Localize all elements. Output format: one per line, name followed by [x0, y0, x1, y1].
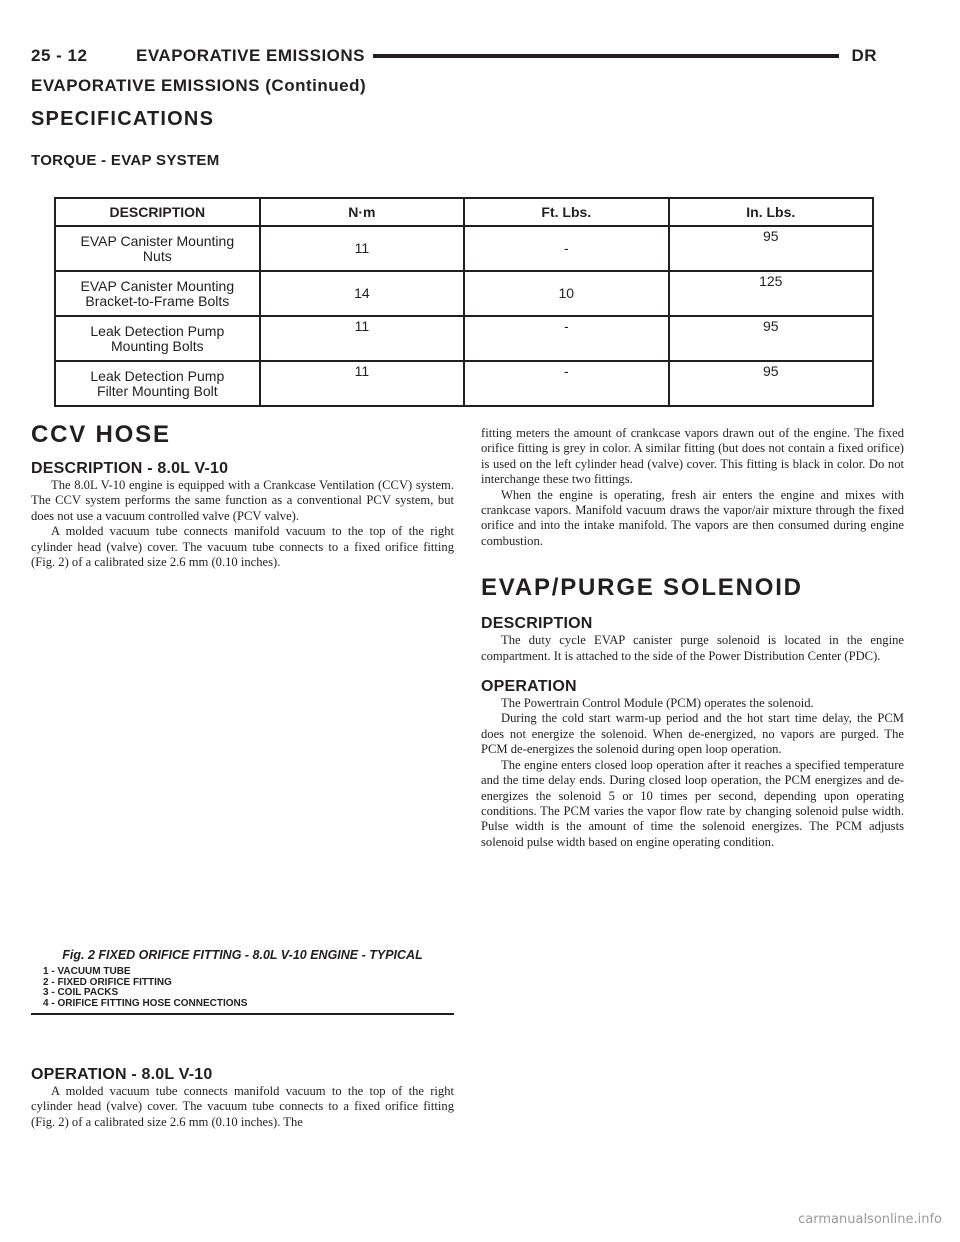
cell-in-lbs: 95: [669, 361, 873, 406]
solenoid-operation-heading: OPERATION: [481, 678, 577, 696]
page-number: 25 - 12: [31, 46, 88, 65]
watermark: carmanualsonline.info: [798, 1212, 942, 1227]
description-line-1: Leak Detection Pump: [90, 367, 225, 384]
ccv-operation-continued: fitting meters the amount of crankcase vapors drawn out of the engine. The fixed orifice fitting is grey in color. A similar fitting (but does not contain a fixed orifice) is used on the left cylinder head (valve) cover. This fitting is black in color. Do not interchange these two fittings.: [481, 426, 904, 487]
figure-2: [31, 948, 454, 1015]
cell-nm: 14: [260, 271, 464, 316]
table-header-row: [55, 198, 873, 226]
description-line-2: Nuts: [142, 247, 172, 264]
ccv-hose-title: CCV HOSE: [31, 421, 171, 448]
figure-caption: Fig. 2 FIXED ORIFICE FITTING - 8.0L V-10 ENGINE - TYPICAL: [62, 948, 423, 962]
legend-item: 4 - ORIFICE FITTING HOSE CONNECTIONS: [43, 997, 248, 1009]
column-header-ft-lbs: Ft. Lbs.: [464, 198, 668, 226]
cell-description: [55, 361, 260, 406]
left-column: [31, 420, 454, 570]
solenoid-description-heading: DESCRIPTION: [481, 615, 593, 633]
table-row: [55, 316, 873, 361]
cell-nm: 11: [260, 226, 464, 271]
table-row: [55, 271, 873, 316]
torque-table: [54, 197, 874, 407]
torque-table-title: TORQUE - EVAP SYSTEM: [31, 152, 220, 169]
ccv-description-heading: DESCRIPTION - 8.0L V-10: [31, 460, 229, 477]
ccv-operation-paragraph-2: When the engine is operating, fresh air enters the engine and mixes with crankcase vapors. Manifold vacuum draws the vapor/air mixture through the fixed orifice and into the intake manifold. The vapors are then consumed during engine combustion.: [481, 487, 904, 548]
cell-ft-lbs: -: [464, 226, 668, 271]
column-header-description: DESCRIPTION: [55, 198, 260, 226]
specifications-title: SPECIFICATIONS: [31, 108, 215, 130]
description-line-1: EVAP Canister Mounting: [80, 277, 235, 294]
cell-ft-lbs: -: [464, 316, 668, 361]
column-header-nm: N·m: [260, 198, 464, 226]
ccv-description-paragraph-1: The 8.0L V-10 engine is equipped with a Crankcase Ventilation (CCV) system. The CCV system performs the same function as a conventional PCV system, but does not use a vacuum controlled valve (PCV valve).: [31, 478, 454, 523]
cell-description: [55, 271, 260, 316]
right-column: [481, 426, 904, 850]
continued-heading: [31, 76, 366, 96]
continued-label: (Continued): [265, 76, 367, 95]
legend-item: 1 - VACUUM TUBE: [43, 966, 131, 977]
continued-title: EVAPORATIVE EMISSIONS: [31, 76, 261, 95]
cell-ft-lbs: -: [464, 361, 668, 406]
running-header: [31, 44, 877, 68]
ccv-operation-heading: OPERATION - 8.0L V-10: [31, 1066, 213, 1083]
cell-description: [55, 226, 260, 271]
figure-divider: [31, 1013, 454, 1015]
solenoid-operation-paragraph-3: The engine enters closed loop operation after it reaches a specified temperature and the time delay ends. During closed loop operation, the PCM energizes and de-energizes the solenoid 5 or 10 times per second, depending upon operating conditions. The PCM varies the vapor flow rate by changing solenoid pulse width. Pulse width is the amount of time the solenoid energizes. The PCM adjusts solenoid pulse width based on engine operating condition.: [481, 757, 904, 849]
section-name: EVAPORATIVE EMISSIONS: [136, 46, 366, 65]
description-line-2: Bracket-to-Frame Bolts: [85, 292, 230, 309]
ccv-operation-paragraph: A molded vacuum tube connects manifold vacuum to the top of the right cylinder head (valve) cover. The vacuum tube connects to a fixed orifice fitting (Fig. 2) of a calibrated size 2.6 mm (0.10 inches). The: [31, 1084, 454, 1129]
solenoid-description-paragraph: The duty cycle EVAP canister purge solenoid is located in the engine compartment. It is attached to the side of the Power Distribution Center (PDC).: [481, 633, 904, 663]
cell-ft-lbs: 10: [464, 271, 668, 316]
table-row: [55, 361, 873, 406]
figure-legend: [31, 967, 454, 1009]
evap-purge-solenoid-title: EVAP/PURGE SOLENOID: [481, 574, 803, 602]
cell-nm: 11: [260, 316, 464, 361]
legend-item: 3 - COIL PACKS: [43, 987, 119, 998]
cell-in-lbs: 125: [669, 271, 873, 316]
cell-in-lbs: 95: [669, 316, 873, 361]
ccv-operation-section: [31, 1066, 454, 1130]
ccv-description-paragraph-2: A molded vacuum tube connects manifold vacuum to the top of the right cylinder head (valve) cover. The vacuum tube connects to a fixed orifice fitting (Fig. 2) of a calibrated size 2.6 mm (0.10 inches).: [31, 524, 454, 570]
solenoid-operation-paragraph-2: During the cold start warm-up period and the hot start time delay, the PCM does not energize the solenoid. When de-energized, no vapors are purged. The PCM de-energizes the solenoid during open loop operation.: [481, 711, 904, 757]
cell-nm: 11: [260, 361, 464, 406]
description-line-1: EVAP Canister Mounting: [80, 232, 235, 249]
cell-description: [55, 316, 260, 361]
description-line-2: Mounting Bolts: [111, 337, 204, 354]
description-line-1: Leak Detection Pump: [90, 322, 225, 339]
table-row: [55, 226, 873, 271]
legend-item: 2 - FIXED ORIFICE FITTING: [43, 976, 172, 988]
description-line-2: Filter Mounting Bolt: [97, 382, 218, 399]
column-header-in-lbs: In. Lbs.: [669, 198, 873, 226]
header-rule: [373, 54, 839, 58]
solenoid-operation-paragraph-1: The Powertrain Control Module (PCM) operates the solenoid.: [501, 696, 814, 711]
cell-in-lbs: 95: [669, 226, 873, 271]
model-code: DR: [851, 46, 877, 65]
